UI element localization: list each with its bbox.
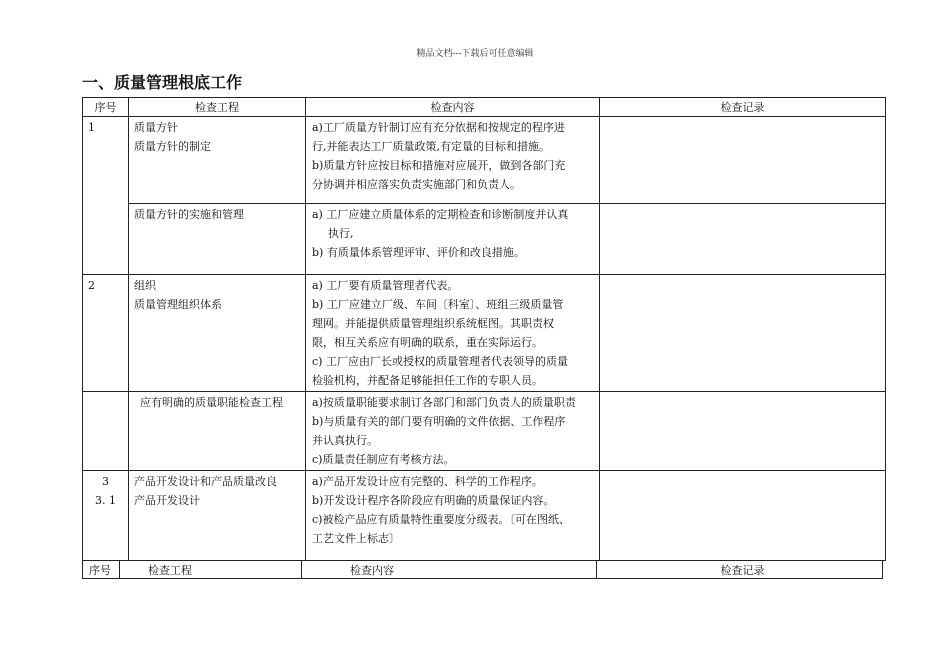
content-text: b)与质量有关的部门要有明确的文件依据、工作程序 bbox=[312, 415, 566, 428]
section-title: 一、质量管理根底工作 bbox=[82, 73, 243, 92]
row-number: 3. 1 bbox=[95, 494, 116, 507]
table-header-row bbox=[83, 98, 886, 117]
content-text: 行,并能表达工厂质量政策,有定量的目标和措施。 bbox=[312, 140, 550, 153]
column-header-content: 检查内容 bbox=[306, 98, 600, 117]
content-text: 工艺文件上标志〕 bbox=[312, 532, 400, 545]
page-header-note: 精品文档---下载后可任意编辑 bbox=[416, 49, 534, 59]
column-header-item: 检查工程 bbox=[129, 98, 306, 117]
record-cell[interactable] bbox=[600, 392, 886, 471]
content-text: b)开发设计程序各阶段应有明确的质量保证内容。 bbox=[312, 494, 555, 507]
content-text: b) 工厂应建立厂级、车间〔科室〕、班组三级质量管 bbox=[312, 298, 564, 311]
content-text: 理网。并能提供质量管理组织系统框图。其职责权 bbox=[312, 317, 554, 330]
item-cell bbox=[129, 117, 306, 204]
item-text: 应有明确的质量职能检查工程 bbox=[140, 396, 283, 409]
record-cell[interactable] bbox=[600, 471, 886, 561]
content-text: a) 工厂要有质量管理者代表。 bbox=[312, 279, 459, 292]
table-row bbox=[83, 204, 886, 275]
item-text: 质量方针的实施和管理 bbox=[134, 208, 244, 221]
item-cell bbox=[129, 204, 306, 275]
content-text: 限，相互关系应有明确的联系，重在实际运行。 bbox=[312, 336, 543, 349]
item-cell bbox=[129, 392, 306, 471]
item-text: 组织 bbox=[134, 279, 156, 292]
column-header-item: 检查工程 bbox=[120, 561, 302, 579]
content-text: a) 工厂应建立质量体系的定期检查和诊断制度并认真 bbox=[312, 208, 569, 221]
content-cell bbox=[306, 392, 600, 471]
content-text: c) 工厂应由厂长或授权的质量管理者代表领导的质量 bbox=[312, 355, 568, 368]
item-cell bbox=[129, 471, 306, 561]
column-header-no: 序号 bbox=[83, 561, 120, 579]
content-text: 检验机构，并配备足够能担任工作的专职人员。 bbox=[312, 374, 543, 387]
table-header-row bbox=[83, 561, 883, 579]
content-text: 并认真执行。 bbox=[312, 434, 378, 447]
content-text: a)产品开发设计应有完整的、科学的工作程序。 bbox=[312, 475, 543, 488]
column-header-content: 检查内容 bbox=[302, 561, 597, 579]
content-cell bbox=[306, 117, 600, 204]
table-row bbox=[83, 117, 886, 204]
item-text: 质量方针 bbox=[134, 121, 178, 134]
row-number: 2 bbox=[88, 279, 95, 292]
content-cell bbox=[306, 275, 600, 392]
item-text: 质量方针的制定 bbox=[134, 140, 211, 153]
row-number: 1 bbox=[88, 121, 95, 134]
row-number-cell bbox=[83, 392, 129, 471]
item-text: 质量管理组织体系 bbox=[134, 298, 222, 311]
record-cell[interactable] bbox=[600, 117, 886, 204]
content-cell bbox=[306, 471, 600, 561]
inspection-table bbox=[82, 97, 886, 561]
row-number-cell bbox=[83, 117, 129, 275]
content-cell bbox=[306, 204, 600, 275]
record-cell[interactable] bbox=[600, 275, 886, 392]
content-text: b) 有质量体系管理评审、评价和改良措施。 bbox=[312, 246, 525, 259]
column-header-record: 检查记录 bbox=[600, 98, 886, 117]
next-page-table-header bbox=[82, 560, 883, 579]
column-header-record: 检查记录 bbox=[597, 561, 883, 579]
item-text: 产品开发设计 bbox=[134, 494, 200, 507]
item-text: 产品开发设计和产品质量改良 bbox=[134, 475, 277, 488]
row-number-cell bbox=[83, 275, 129, 392]
table-row bbox=[83, 275, 886, 392]
content-text: a)工厂质量方针制订应有充分依据和按规定的程序进 bbox=[312, 121, 565, 134]
content-text: 执行, bbox=[328, 227, 354, 240]
row-number-cell bbox=[83, 471, 129, 561]
item-cell bbox=[129, 275, 306, 392]
content-text: c)被检产品应有质量特性重要度分级表。〔可在图纸、 bbox=[312, 513, 570, 526]
content-text: a)按质量职能要求制订各部门和部门负责人的质量职责 bbox=[312, 396, 576, 409]
content-text: b)质量方针应按目标和措施对应展开，做到各部门充 bbox=[312, 159, 566, 172]
content-text: c)质量责任制应有考核方法。 bbox=[312, 453, 455, 466]
table-row bbox=[83, 392, 886, 471]
table-row bbox=[83, 471, 886, 561]
row-number: 3 bbox=[102, 475, 109, 488]
content-text: 分协调并相应落实负责实施部门和负责人。 bbox=[312, 178, 521, 191]
record-cell[interactable] bbox=[600, 204, 886, 275]
column-header-no: 序号 bbox=[83, 98, 129, 117]
